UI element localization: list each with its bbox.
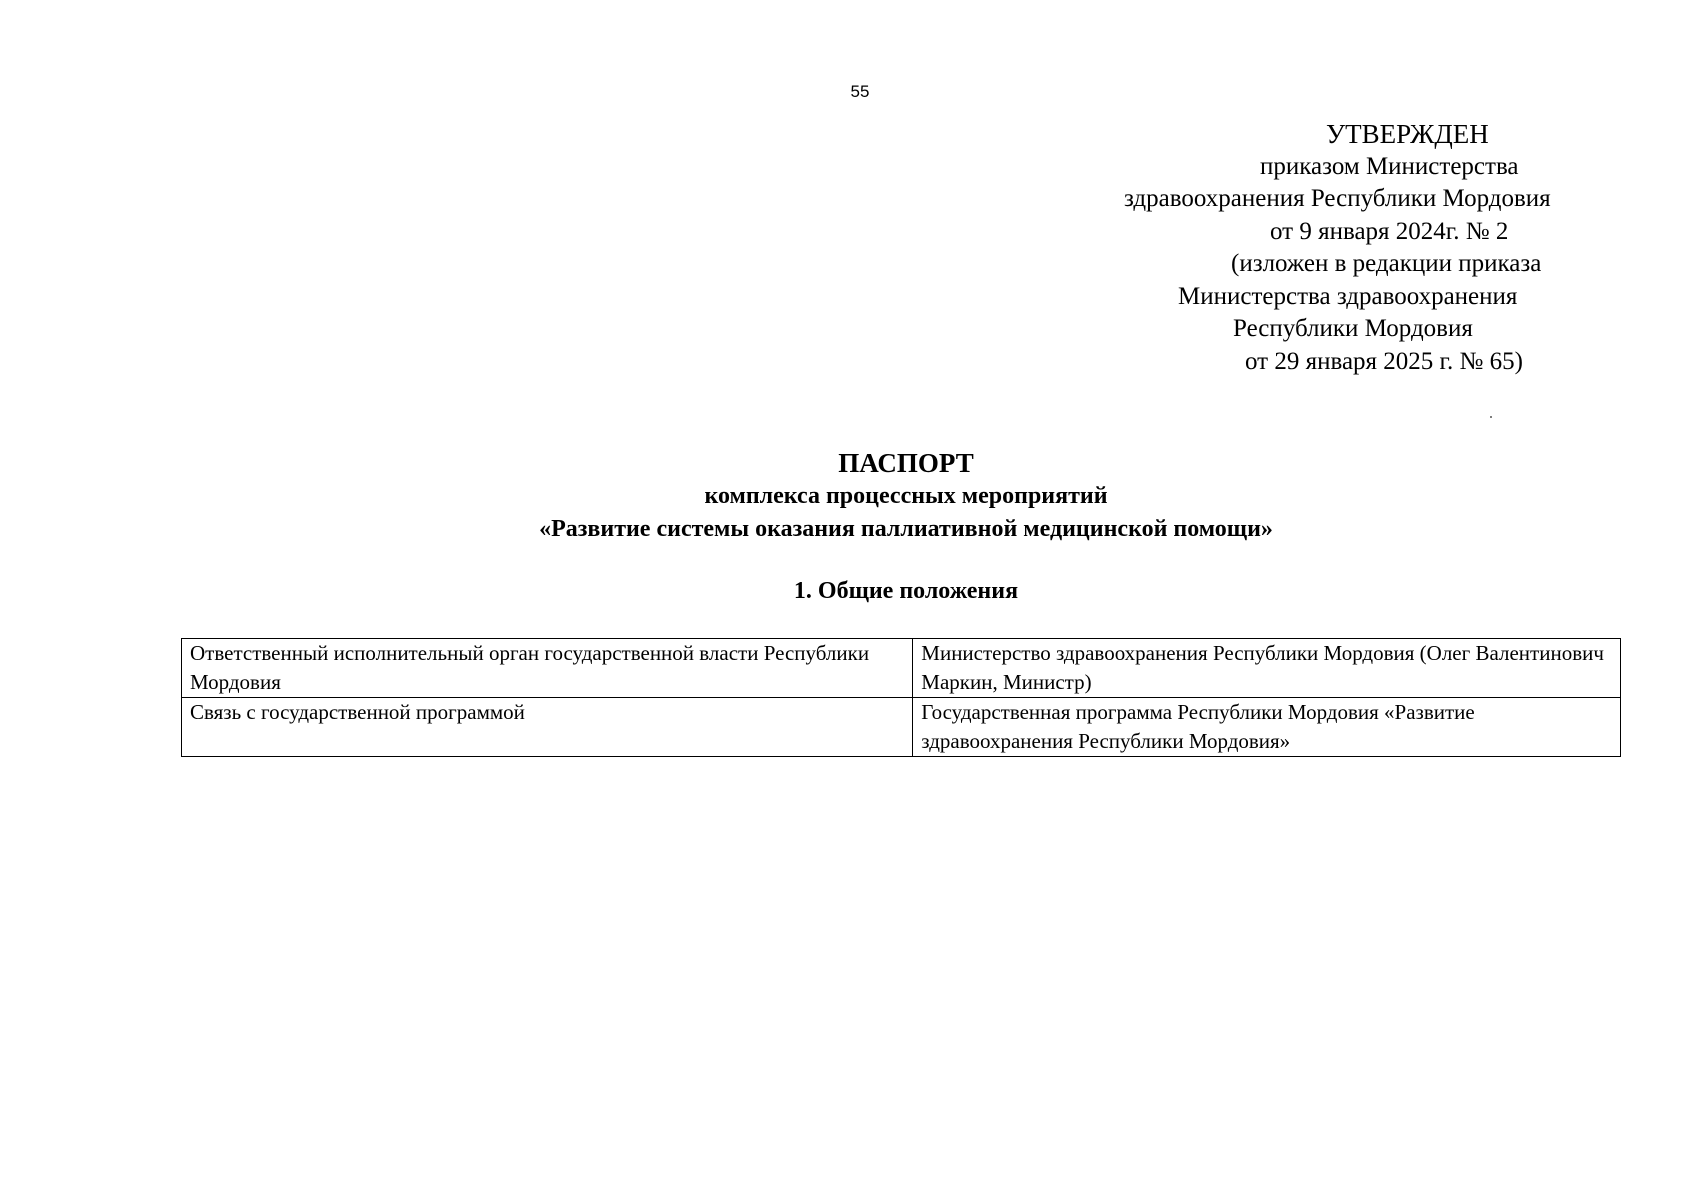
approval-line: Министерства здравоохранения — [1178, 282, 1518, 310]
table-row — [182, 698, 1621, 757]
approval-line: от 9 января 2024г. № 2 — [1270, 217, 1509, 245]
page-number: 55 — [850, 82, 870, 101]
general-provisions-table — [181, 638, 1621, 757]
scan-speck — [1490, 416, 1492, 418]
section-title: 1. Общие положения — [793, 578, 1019, 604]
approval-line: (изложен в редакции приказа — [1231, 250, 1542, 277]
document-heading — [0, 446, 1697, 546]
table-cell-label: Связь с государственной программой — [182, 698, 913, 757]
table-row — [182, 639, 1621, 698]
approval-line: здравоохранения Республики Мордовия — [1124, 185, 1551, 212]
table-cell-label: Ответственный исполнительный орган государственной власти Республики Мордовия — [182, 639, 913, 698]
approval-title: УТВЕРЖДЕН — [1326, 119, 1489, 149]
approval-line: от 29 января 2025 г. № 65) — [1245, 347, 1523, 375]
approval-stamp — [1100, 118, 1620, 378]
table-cell-value: Министерство здравоохранения Республики Мордовия (Олег Валентинович Маркин, Министр) — [913, 639, 1621, 698]
approval-line: Республики Мордовия — [1233, 315, 1473, 342]
document-subtitle: комплекса процессных мероприятий — [704, 483, 1108, 509]
approval-line: приказом Министерства — [1260, 152, 1519, 180]
document-subtitle-program: «Развитие системы оказания паллиативной медицинской помощи» — [539, 516, 1273, 542]
table-cell-value: Государственная программа Республики Мордовия «Развитие здравоохранения Республики Мордовия» — [913, 698, 1621, 757]
document-title: ПАСПОРТ — [838, 448, 974, 478]
